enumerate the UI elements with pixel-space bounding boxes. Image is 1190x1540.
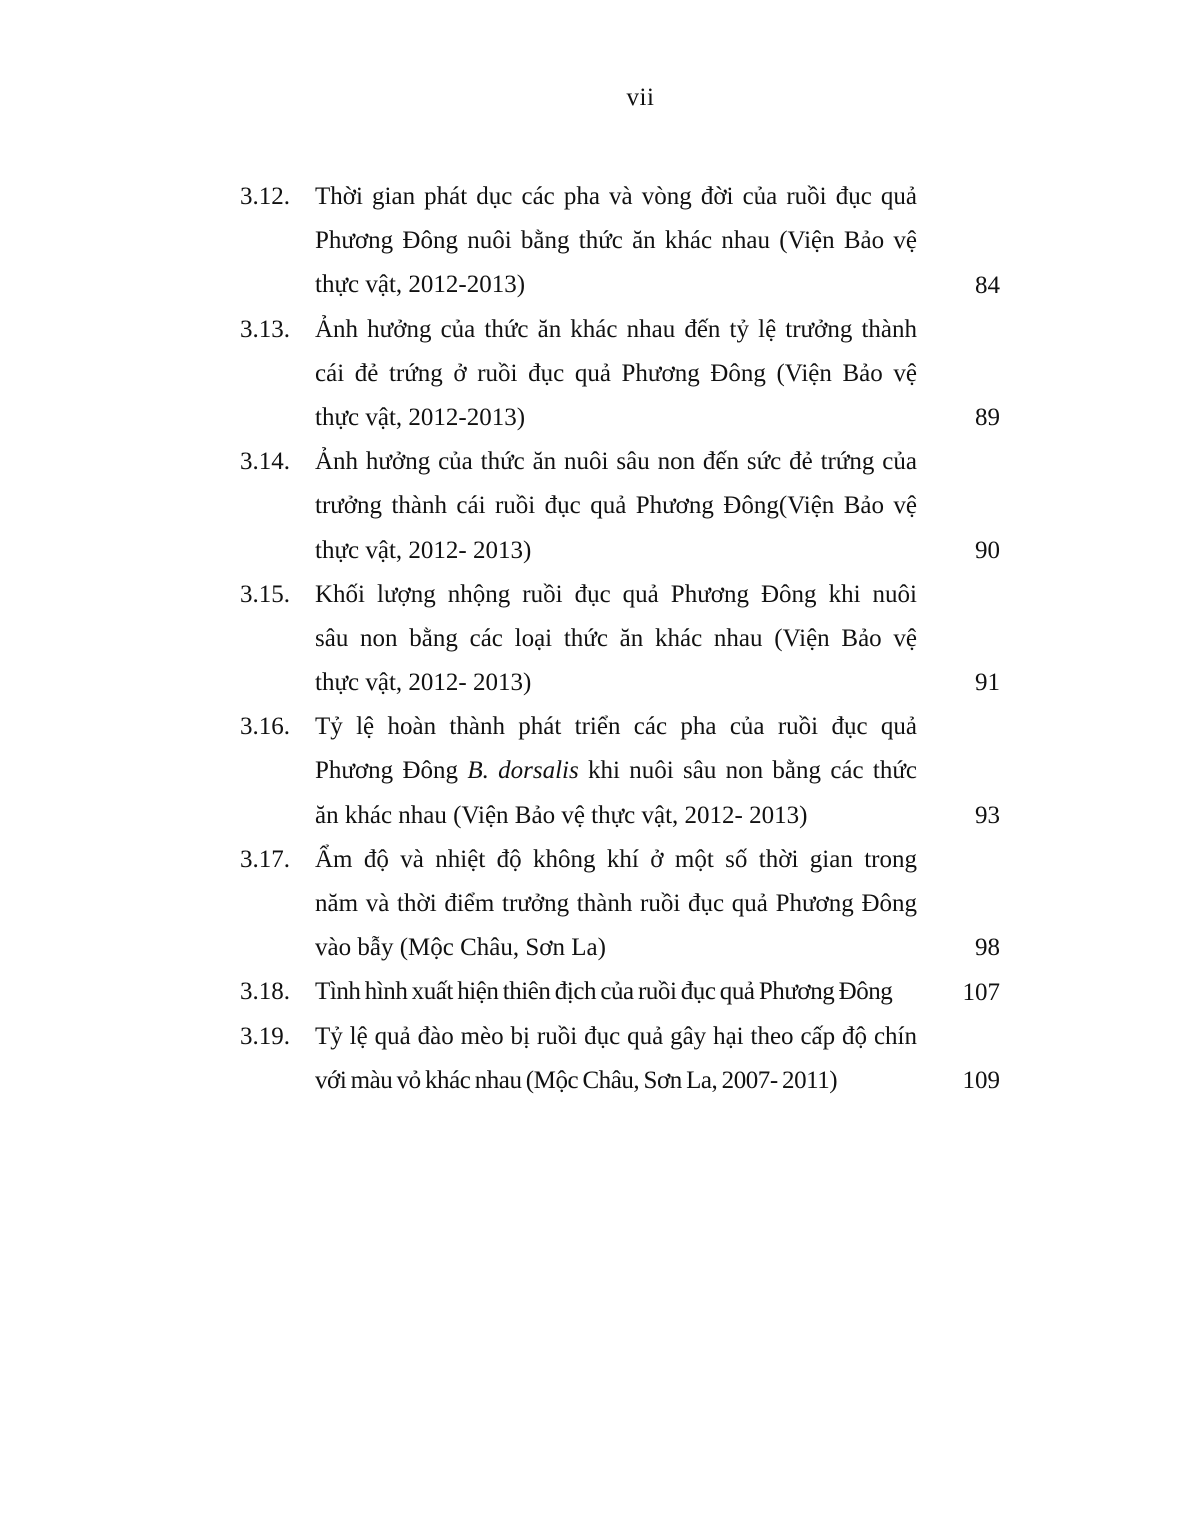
entry-page-number: 109 [962,1066,1000,1094]
entry-page-number: 90 [975,536,1000,564]
entry-number: 3.12. [240,183,290,210]
entry-title-text: Phương Đông [315,757,459,785]
table-list [0,175,1190,1103]
species-name: B. dorsalis [467,757,579,785]
toc-entry-3-17[interactable] [0,838,1190,971]
toc-entry-3-15[interactable] [0,573,1190,706]
entry-title-line: ăn khác nhau (Viện Bảo vệ thực vật, 2012- 2013) [315,801,808,829]
entry-title-line: năm và thời điểm trưởng thành ruồi đục quả Phương Đông [315,890,917,917]
entry-number: 3.19. [240,1022,290,1050]
entry-title-line: Ảnh hưởng của thức ăn nuôi sâu non đến sức đẻ trứng của [315,448,917,476]
entry-number: 3.13. [240,315,290,343]
toc-entry-3-14[interactable] [0,440,1190,573]
toc-entry-3-19[interactable] [0,1015,1190,1103]
entry-title-line: với màu vỏ khác nhau (Mộc Châu, Sơn La, 2007- 2011) [315,1066,838,1094]
entry-title [315,308,917,441]
entry-number: 3.17. [240,845,290,873]
entry-title-line: thực vật, 2012- 2013) [315,536,532,564]
entry-title-text: khi nuôi sâu non bằng các thức [588,757,917,785]
toc-entry-3-18[interactable] [0,970,1190,1014]
entry-title-line: vào bẫy (Mộc Châu, Sơn La) [315,934,606,962]
entry-title-line: Tỷ lệ hoàn thành phát triển các pha của ruồi đục quả [315,713,917,741]
entry-title-line: Phương Đông nuôi bằng thức ăn khác nhau (Viện Bảo vệ [315,227,917,255]
entry-title-line: thực vật, 2012-2013) [315,271,526,299]
entry-title-line: thực vật, 2012- 2013) [315,669,532,697]
entry-title [315,970,917,1014]
entry-title-line: thực vật, 2012-2013) [315,403,526,431]
page-number: vii [626,84,655,111]
entry-number: 3.14. [240,448,290,476]
entry-page-number: 84 [975,271,1000,299]
entry-page-number: 98 [975,934,1000,962]
toc-entry-3-13[interactable] [0,308,1190,441]
entry-title-line: Tình hình xuất hiện thiên địch của ruồi đục quả Phương Đông [315,978,893,1006]
entry-title [315,573,917,706]
entry-title-line: trưởng thành cái ruồi đục quả Phương Đông(Viện Bảo vệ [315,492,917,520]
entry-number: 3.15. [240,580,290,608]
entry-title [315,440,917,573]
entry-page-number: 107 [962,978,1000,1006]
entry-number: 3.16. [240,713,290,741]
entry-title-line: Tỷ lệ quả đào mèo bị ruồi đục quả gây hại theo cấp độ chín [315,1022,917,1050]
entry-title-line: Ảnh hưởng của thức ăn khác nhau đến tỷ lệ trưởng thành [315,315,917,343]
entry-page-number: 91 [975,669,1000,697]
entry-title [315,175,917,308]
entry-title [315,838,917,971]
toc-entry-3-16[interactable] [0,705,1190,838]
toc-entry-3-12[interactable] [0,175,1190,308]
entry-title-line: Ẩm độ và nhiệt độ không khí ở một số thời gian trong [315,845,917,873]
entry-title-line [315,749,917,793]
entry-title-line: cái đẻ trứng ở ruồi đục quả Phương Đông (Viện Bảo vệ [315,359,917,387]
entry-title [315,705,917,838]
entry-title-line: Khối lượng nhộng ruồi đục quả Phương Đông khi nuôi [315,580,917,608]
entry-title-line: sâu non bằng các loại thức ăn khác nhau (Viện Bảo vệ [315,624,917,652]
entry-number: 3.18. [240,978,290,1006]
entry-page-number: 89 [975,404,1000,432]
entry-title-line: Thời gian phát dục các pha và vòng đời của ruồi đục quả [315,183,917,210]
entry-page-number: 93 [975,801,1000,829]
entry-title [315,1015,917,1103]
